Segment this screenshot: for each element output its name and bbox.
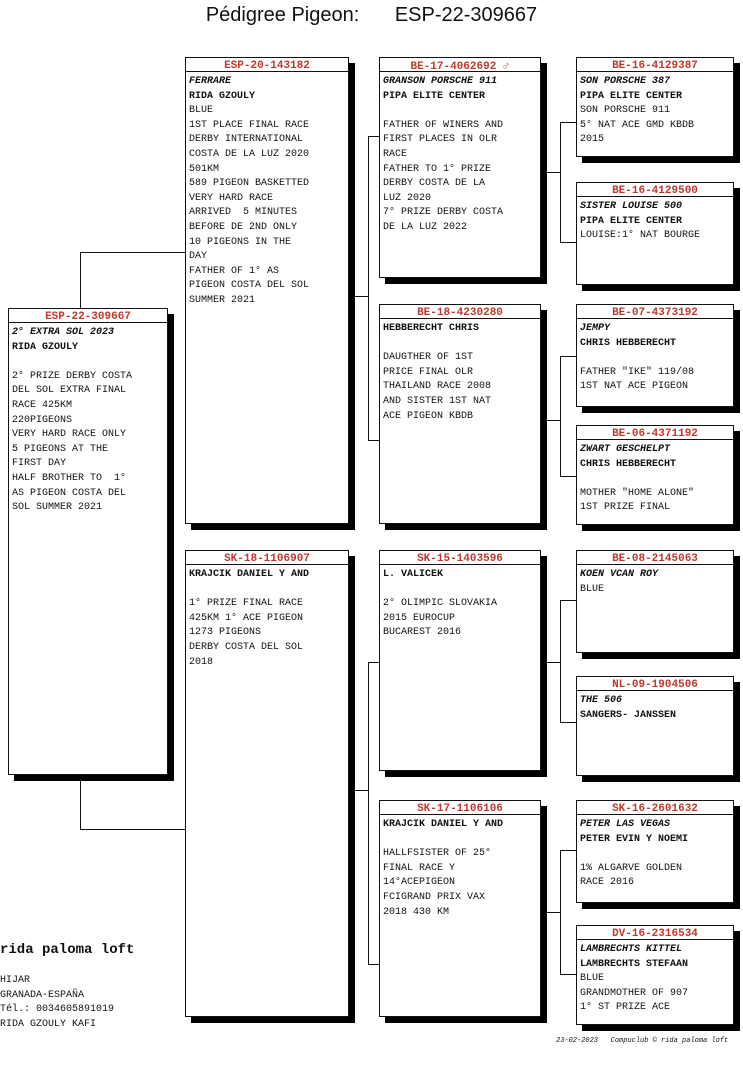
loft-info [0,942,134,1032]
pigeon-name: ZWART GESCHELPT [580,444,671,455]
great-grandparent-card [576,304,734,407]
connector [368,662,379,663]
ring-number: BE-16-4129500 [577,183,733,197]
ring-number: ESP-20-143182 [186,58,348,72]
owner-name: SANGERS- JANSSEN [580,709,677,721]
pigeon-notes: 2° OLIMPIC SLOVAKIA 2015 EUROCUP BUCAREST 2016 [383,598,498,639]
owner-name: KRAJCIK DANIEL Y AND [383,819,504,830]
connector [541,420,561,421]
pigeon-notes: HALLFSISTER OF 25° FINAL RACE Y 14°ACEPIGEON FCIGRAND PRIX VAX 2018 430 KM [383,848,492,918]
grandfather-maternal-card [379,550,541,771]
owner-name: PIPA ELITE CENTER [580,215,683,227]
page-title [0,4,743,27]
connector [541,912,561,913]
connector [349,790,369,791]
title-ring: ESP-22-309667 [394,4,538,26]
footer [556,1037,728,1045]
male-icon: ♂ [502,59,510,73]
ring-number: BE-06-4371192 [577,426,733,440]
owner-name: PIPA ELITE CENTER [383,90,486,102]
pigeon-name: LAMBRECHTS KITTEL [580,944,683,955]
owner-name: PIPA ELITE CENTER [580,90,683,102]
great-grandparent-card [576,550,734,653]
connector [368,136,369,440]
ring-number: NL-09-1904506 [577,677,733,691]
owner-name: L. VALICEK [383,569,444,580]
pigeon-notes: 1° PRIZE FINAL RACE 425KM 1° ACE PIGEON 1273 PIGEONS DERBY COSTA DEL SOL 2018 [189,598,304,668]
footer-date: 23-02-2023 [556,1037,599,1045]
grandfather-paternal-card [379,57,541,278]
pigeon-name: FERRARE [189,76,232,87]
connector [560,122,561,242]
connector [560,242,576,243]
connector [349,296,369,297]
owner-name: PETER EVIN Y NOEMI [580,833,689,845]
title-label: Pédigree Pigeon: [205,4,360,26]
connector [368,662,369,964]
owner-name: RIDA GZOULY [12,341,79,353]
grandmother-paternal-card [379,304,541,524]
ring-number: BE-18-4230280 [380,305,540,319]
pigeon-name: KOEN VCAN ROY [580,569,659,580]
great-grandparent-card [576,57,734,157]
owner-name: RIDA GZOULY [189,90,256,102]
loft-address: HIJAR GRANADA-ESPAÑA Tél.: 0034605891019 RIDA GZOULY KAFI [0,975,115,1030]
pigeon-notes: LOUISE:1° NAT BOURGE [580,230,701,242]
owner-name: KRAJCIK DANIEL Y AND [189,569,310,580]
owner-name: HEBBERECHT CHRIS [383,323,480,334]
footer-credit: Compuclub © rida paloma loft [610,1037,729,1045]
pigeon-notes: 2° PRIZE DERBY COSTA DEL SOL EXTRA FINAL RACE 425KM 220PIGEONS VERY HARD RACE ONLY 5 PIGEONS AT THE FIRST DAY HALF BROTHER TO 1° AS PIGEON COSTA DEL SOL SUMMER 2021 [12,370,133,514]
father-card [185,57,349,524]
ring-number: SK-16-2601632 [577,801,733,815]
pigeon-notes: DAUGTHER OF 1ST PRICE FINAL OLR THAILAND RACE 2008 AND SISTER 1ST NAT ACE PIGEON KBDB [383,352,492,422]
grandmother-maternal-card [379,800,541,1017]
connector [560,600,576,601]
connector [560,476,576,477]
subject-card [8,308,168,775]
pigeon-name: PETER LAS VEGAS [580,819,671,830]
owner-name: LAMBRECHTS STEFAAN [580,958,689,970]
ring-number: SK-17-1106106 [380,801,540,815]
ring-number: SK-15-1403596 [380,551,540,565]
pigeon-notes: SON PORSCHE 911 5° NAT ACE GMD KBDB 2015 [580,105,695,146]
connector [541,662,561,663]
pigeon-name: THE 506 [580,695,623,706]
great-grandparent-card [576,182,734,285]
connector [560,356,561,476]
great-grandparent-card [576,925,734,1025]
great-grandparent-card [576,676,734,776]
connector [541,172,561,173]
great-grandparent-card [576,800,734,903]
great-grandparent-card [576,425,734,525]
connector [560,122,576,123]
connector [560,850,576,851]
pigeon-name: SISTER LOUISE 500 [580,201,683,212]
pigeon-notes: 1% ALGARVE GOLDEN RACE 2016 [580,862,683,889]
ring-number: ESP-22-309667 [9,309,167,323]
ring-number: SK-18-1106907 [186,551,348,565]
connector [368,440,379,441]
loft-name: rida paloma loft [0,942,135,958]
ring-number: BE-08-2145063 [577,551,733,565]
connector [368,136,379,137]
connector [80,252,185,253]
ring-number: BE-17-4062692 ♂ [380,58,540,72]
owner-name: CHRIS HEBBERECHT [580,337,677,349]
connector [560,722,576,723]
pigeon-name: GRANSON PORSCHE 911 [383,76,498,87]
pigeon-notes: BLUE 1ST PLACE FINAL RACE DERBY INTERNATIONAL COSTA DE LA LUZ 2020 501KM 589 PIGEON BASKETTED VERY HARD RACE ARRIVED 5 MINUTES BEFORE DE 2ND ONLY 10 PIGEONS IN THE DAY FATHER OF 1° AS PIGEON COSTA DEL SOL SUMMER 2021 [189,105,310,306]
connector [560,600,561,722]
connector [368,964,379,965]
ring-number: BE-16-4129387 [577,58,733,72]
connector [560,974,576,975]
mother-card [185,550,349,1017]
connector [80,829,185,830]
pigeon-notes: BLUE GRANDMOTHER OF 907 1° ST PRIZE ACE [580,973,689,1014]
pigeon-notes: BLUE [580,583,605,595]
ring-number: DV-16-2316534 [577,926,733,940]
pigeon-name: JEMPY [580,323,611,334]
pigeon-name: 2° EXTRA SOL 2023 [12,327,115,338]
pigeon-notes: FATHER "IKE" 119/08 1ST NAT ACE PIGEON [580,366,695,393]
pigeon-notes: MOTHER "HOME ALONE" 1ST PRIZE FINAL [580,487,695,514]
pigeon-name: SON PORSCHE 387 [580,76,671,87]
connector [560,356,576,357]
pigeon-notes: FATHER OF WINERS AND FIRST PLACES IN OLR RACE FATHER TO 1° PRIZE DERBY COSTA DE LA LUZ 2020 7° PRIZE DERBY COSTA DE LA LUZ 2022 [383,119,504,233]
owner-name: CHRIS HEBBERECHT [580,458,677,470]
ring-number: BE-07-4373192 [577,305,733,319]
